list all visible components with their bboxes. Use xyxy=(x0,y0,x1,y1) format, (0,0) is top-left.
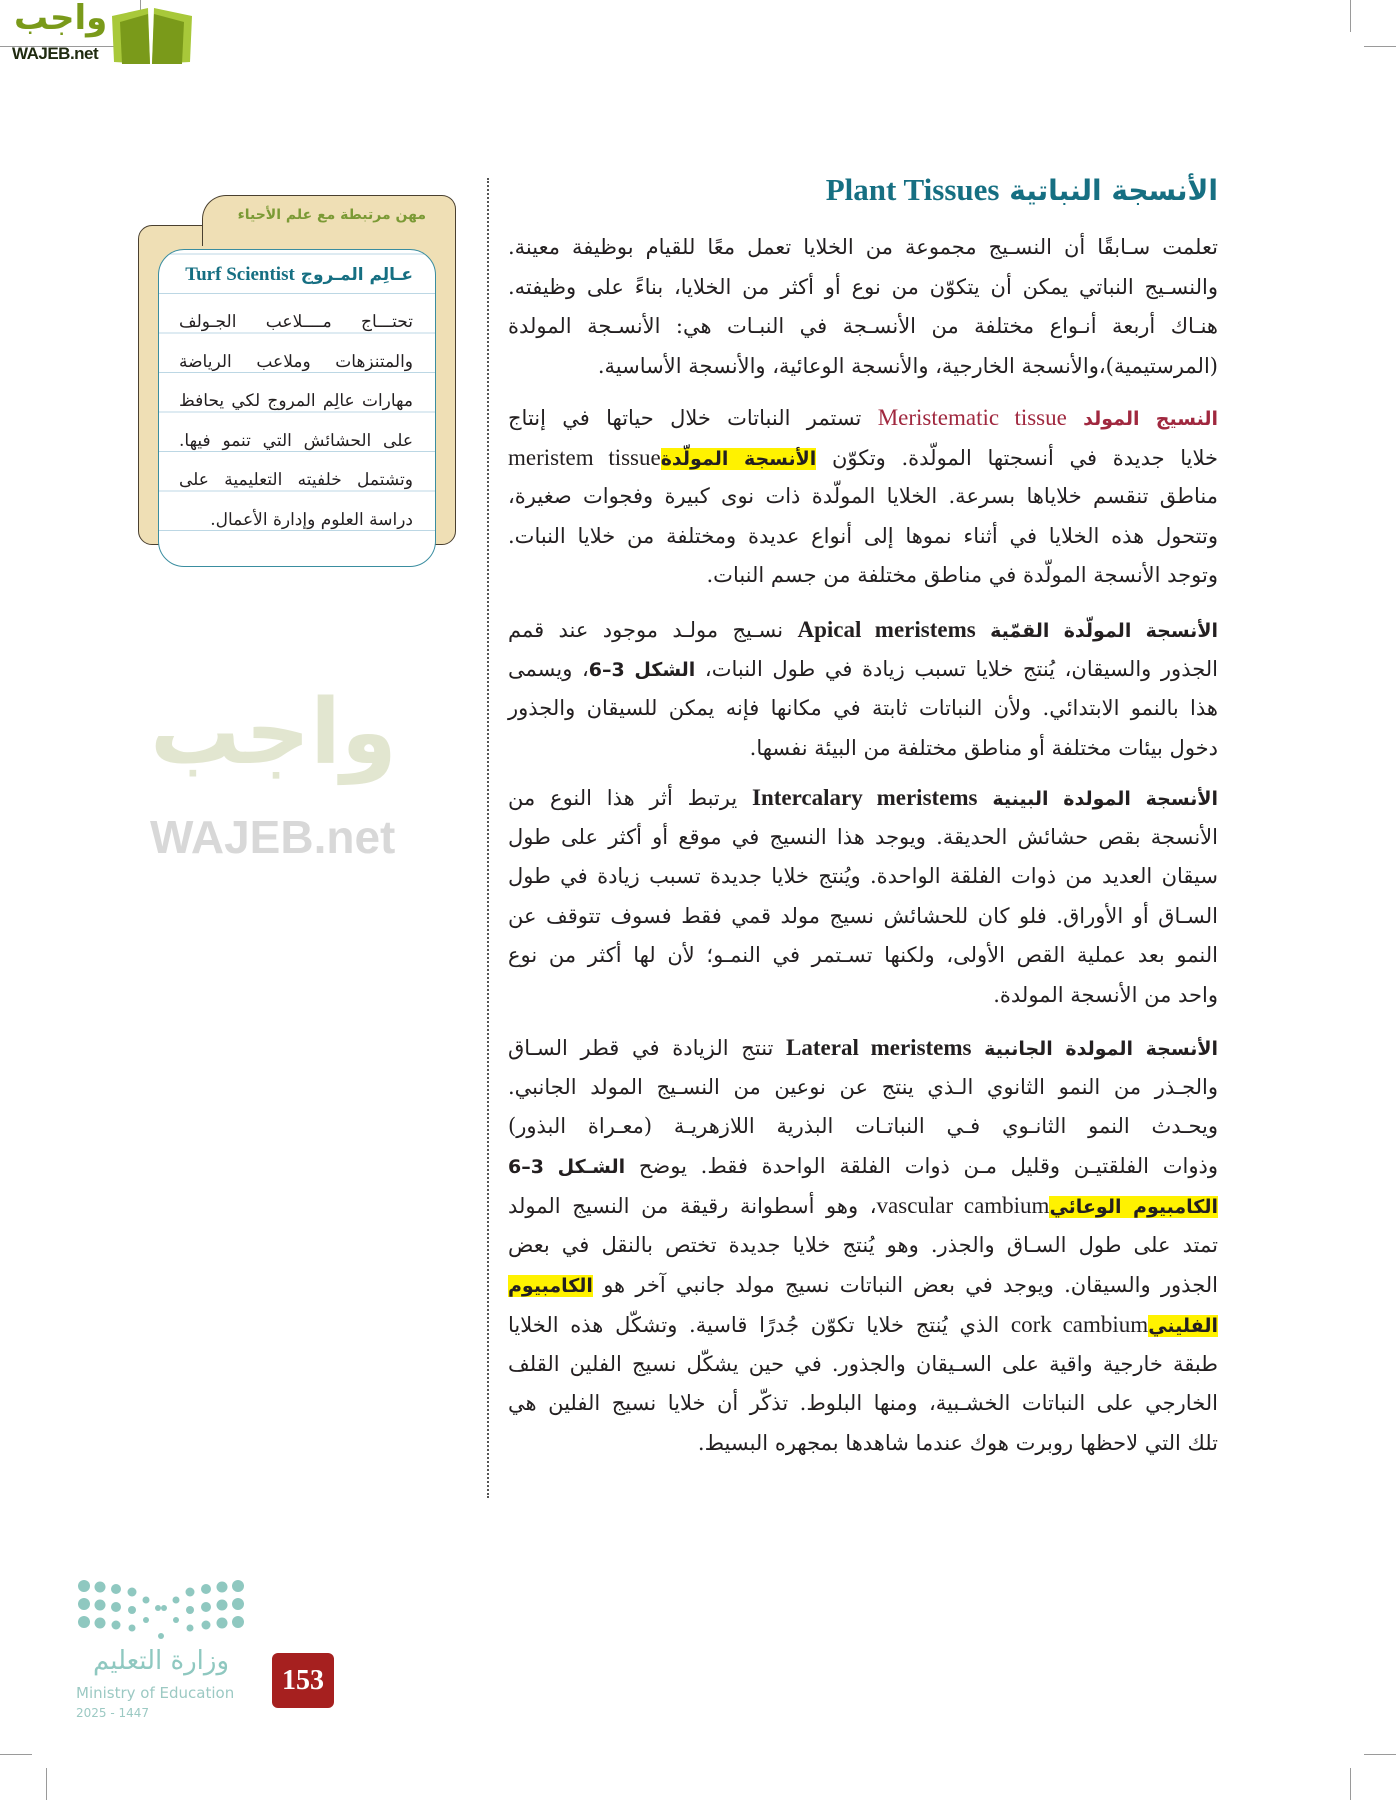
text-line xyxy=(508,307,1218,347)
logo-arabic: واجب xyxy=(14,0,108,38)
text-line xyxy=(508,650,1218,690)
text-segment: هذا بالنمو الابتدائي. ولأن النباتات ثابتة في مكانها فإنه يمكن للسيقان والجذور xyxy=(508,696,1218,721)
ministry-logo xyxy=(76,1578,256,1728)
section-heading xyxy=(826,172,1218,208)
career-box xyxy=(138,195,456,545)
section-term-english: Meristematic tissue xyxy=(877,405,1067,430)
text-segment: ويحـدث النمو الثانـوي فـي النباتـات البذرية اللازهريـة (معـراة البذور) xyxy=(508,1114,1218,1139)
text-segment: الجذور والسيقان، يُنتج خلايا تسبب زيادة في طول النبات، xyxy=(695,656,1219,681)
paragraph-meristematic xyxy=(508,398,1218,596)
text-segment: سيقان العديد من ذوات الفلقة الواحدة. ويُنتج خلايا جديدة تسبب زيادة في طول xyxy=(508,864,1218,889)
highlighted-term: الفليني xyxy=(1148,1315,1218,1338)
text-segment: والنسـيج النباتي يمكن أن يتكوّن من نوع أو أكثر من الخلايا، بناءً على وظيفته. xyxy=(508,274,1218,299)
career-line: دراسة العلوم وإدارة الأعمال. xyxy=(210,509,413,530)
text-segment: طبقة خارجية واقية على السـيقان والجذور. في حين يشكّل نسيج الفلين القلف xyxy=(508,1351,1218,1376)
english-term: vascular cambium xyxy=(876,1193,1050,1219)
text-line xyxy=(508,610,1218,650)
text-segment: تمتد على طول السـاق والجذر. وهو يُنتج خلايا جديدة تختص بالنقل في بعض xyxy=(508,1232,1218,1257)
career-line: تحتـــاج مــــلاعب الجـولف xyxy=(179,312,413,332)
text-segment: تنتج الزيادة في قطر السـاق xyxy=(508,1036,787,1060)
text-segment xyxy=(976,618,990,642)
text-line xyxy=(508,1384,1218,1424)
text-segment: واحد من الأنسجة المولدة. xyxy=(993,982,1218,1007)
text-segment xyxy=(978,786,993,810)
career-title-arabic: عـالِم المـروج xyxy=(300,265,413,285)
crop-mark xyxy=(1364,46,1396,47)
text-segment: النمو بعد عملية القص الأولى، ولكنها تسـتمر في النمـو؛ لأن لها أكثر من نوع xyxy=(508,943,1218,968)
text-line xyxy=(508,936,1218,976)
text-segment: دخول بيئات مختلفة أو مناطق مختلفة من البيئة نفسها. xyxy=(749,735,1218,760)
bold-term: الأنسجة المولدة الجانبية xyxy=(984,1038,1218,1060)
career-line: وتشتمل خلفيته التعليمية على xyxy=(179,470,413,490)
text-line xyxy=(508,1068,1218,1108)
edition-year: 2025 - 1447 xyxy=(76,1706,150,1720)
heading-arabic: الأنسجة النباتية xyxy=(1009,174,1218,207)
ministry-dots-icon xyxy=(76,1578,246,1648)
text-line xyxy=(508,897,1218,937)
text-line xyxy=(508,976,1218,1016)
text-line xyxy=(508,1147,1218,1187)
career-tab-title: مهن مرتبطة مع علم الأحياء xyxy=(237,207,426,223)
career-line: على الحشائش التي تنمو فيها. xyxy=(179,430,413,451)
bold-term-english: Apical meristems xyxy=(797,617,976,642)
wajeb-logo[interactable] xyxy=(8,0,193,70)
career-line: والمتنزهات وملاعب الرياضة xyxy=(179,351,413,372)
text-segment xyxy=(1067,406,1083,430)
text-line xyxy=(508,228,1218,268)
watermark-arabic: واجب xyxy=(150,680,397,785)
text-segment: تعلمت سـابقًا أن النسـيج مجموعة من الخلايا تعمل معًا للقيام بوظيفة معينة. xyxy=(508,235,1218,259)
text-line xyxy=(508,818,1218,858)
bold-term: الشكل 3–6 xyxy=(588,658,696,681)
text-line xyxy=(508,1305,1218,1345)
crop-mark xyxy=(1350,1768,1351,1800)
text-segment: نسـيج مولـد موجود عند قمم xyxy=(508,618,798,642)
text-segment: الأنسجة بقص حشائش الحديقة. ويوجد هذا النسيج في موقع أو أكثر على طول xyxy=(508,824,1218,849)
text-line xyxy=(508,556,1218,596)
career-title xyxy=(185,264,413,286)
page-number-badge: 153 xyxy=(272,1653,334,1708)
text-segment: (المرستيمية)،والأنسجة الخارجية، والأنسجة الوعائية، والأنسجة الأساسية. xyxy=(597,353,1218,378)
text-segment: تلك التي لاحظها روبرت هوك عندما شاهدها بمجهره البسيط. xyxy=(697,1430,1218,1455)
bold-term: الشـكل 3–6 xyxy=(508,1155,626,1178)
text-segment: ، وهو أسطوانة رقيقة من النسيج المولد xyxy=(508,1194,877,1219)
text-line xyxy=(508,1028,1218,1068)
text-segment: هنـاك أربعة أنـواع مختلفة من الأنسـجة في النبـات هي: الأنسـجة المولدة xyxy=(508,314,1218,339)
column-divider xyxy=(487,178,489,1498)
text-line xyxy=(508,517,1218,557)
highlighted-term: الكامبيوم الوعائي xyxy=(1049,1196,1218,1219)
crop-mark xyxy=(0,1754,32,1755)
wajeb-watermark xyxy=(150,680,450,880)
text-segment: الذي يُنتج خلايا تكوّن جُدرًا قاسية. وتشكّل هذه الخلايا xyxy=(508,1313,1011,1338)
text-segment: الجذور والسيقان. ويوجد في بعض النباتات نسيج مولد جانبي آخر هو xyxy=(592,1272,1218,1297)
text-segment: الخارجي على النباتات الخشـبية، ومنها البلوط. تذكّر أن خلايا نسيج الفلين هي xyxy=(508,1391,1218,1416)
career-body xyxy=(179,304,413,541)
text-segment: ، ويسمى xyxy=(508,656,589,681)
section-term: النسيج المولد xyxy=(1083,408,1218,430)
text-segment: تستمر النباتات خلال حياتها في إنتاج xyxy=(508,406,878,430)
text-segment: خلايا جديدة في أنسجتها المولّدة. وتكوّن xyxy=(816,445,1218,470)
watermark-latin: WAJEB.net xyxy=(150,811,396,863)
crop-mark xyxy=(1350,0,1351,32)
text-line xyxy=(508,689,1218,729)
ministry-english: Ministry of Education xyxy=(76,1684,235,1702)
text-line xyxy=(508,438,1218,478)
paragraph-lateral xyxy=(508,1028,1218,1464)
text-line xyxy=(508,857,1218,897)
text-line xyxy=(508,477,1218,517)
text-line xyxy=(508,1107,1218,1147)
english-term: meristem tissue xyxy=(508,444,661,470)
ministry-arabic: وزارة التعليم xyxy=(92,1646,230,1676)
english-term: cork cambium xyxy=(1010,1312,1149,1338)
text-line xyxy=(508,268,1218,308)
text-line xyxy=(508,1345,1218,1385)
bold-term-english: Lateral meristems xyxy=(786,1035,972,1060)
paragraph-intro xyxy=(508,228,1218,386)
text-line xyxy=(508,729,1218,769)
text-line xyxy=(508,1424,1218,1464)
bold-term: الأنسجة المولدة البينية xyxy=(992,788,1218,810)
text-line xyxy=(508,1226,1218,1266)
highlighted-term: الأنسجة المولّدة xyxy=(660,447,817,470)
text-line xyxy=(508,398,1218,438)
career-title-english: Turf Scientist xyxy=(185,264,295,285)
crop-mark xyxy=(1364,1754,1396,1755)
text-segment: وذوات الفلقتيـن وقليل مـن ذوات الفلقة الواحدة فقط. يوضح xyxy=(625,1153,1218,1178)
text-segment xyxy=(972,1036,985,1060)
crop-mark xyxy=(46,1768,47,1800)
text-segment: وتتحول هذه الخلايا في أثناء نموها إلى أنواع عديدة ومختلفة من خلايا النبات. xyxy=(508,523,1218,548)
career-line: مهارات عالِم المروج لكي يحافظ xyxy=(179,391,413,411)
heading-english: Plant Tissues xyxy=(825,172,1000,207)
bold-term-english: Intercalary meristems xyxy=(752,785,978,810)
paragraph-apical xyxy=(508,610,1218,768)
text-segment: والجـذر من النمو الثانوي الـذي ينتج عن نوعين من النسـيج المولد الجانبي. xyxy=(508,1074,1218,1099)
career-card xyxy=(158,249,436,567)
text-segment: السـاق أو الأوراق. فلو كان للحشائش نسيج مولد قمي فقط فسوف تتوقف عن xyxy=(508,903,1218,928)
text-segment: يرتبط أثر هذا النوع من xyxy=(508,786,752,810)
text-segment: وتوجد الأنسجة المولّدة في مناطق مختلفة من جسم النبات. xyxy=(706,563,1218,588)
open-book-icon xyxy=(108,4,196,66)
text-line xyxy=(508,778,1218,818)
text-line xyxy=(508,347,1218,387)
text-line xyxy=(508,1266,1218,1306)
paragraph-intercalary xyxy=(508,778,1218,1016)
text-line xyxy=(508,1186,1218,1226)
logo-latin: WAJEB.net xyxy=(12,44,99,63)
text-segment: مناطق تنقسم خلاياها بسرعة. الخلايا المولّدة ذات نوى كبيرة وفجوات صغيرة، xyxy=(508,484,1218,509)
bold-term: الأنسجة المولّدة القمّية xyxy=(990,620,1218,642)
highlighted-term: الكامبيوم xyxy=(508,1274,593,1297)
